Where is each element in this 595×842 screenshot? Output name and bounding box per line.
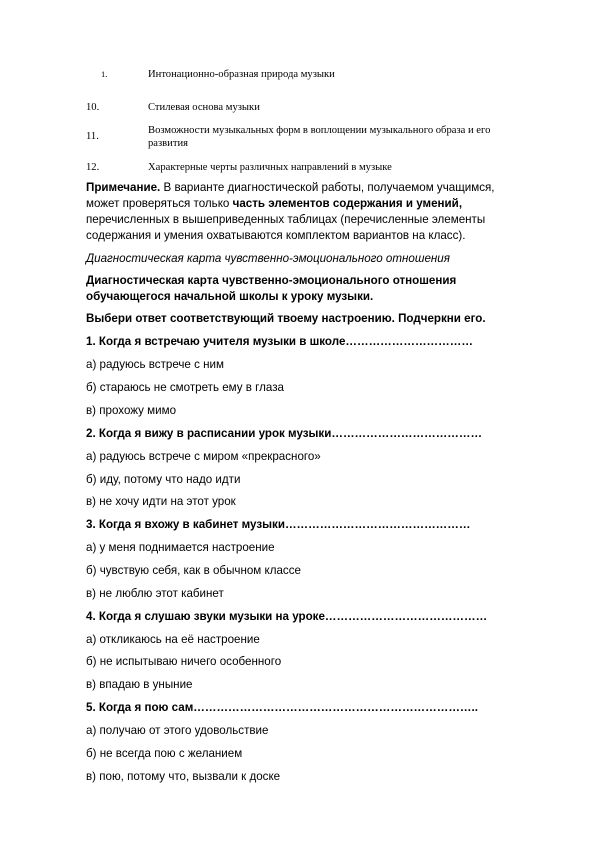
question-2: 2. Когда я вижу в расписании урок музыки………………………………… bbox=[86, 427, 483, 440]
note-text-2: перечисленных в вышеприведенных таблицах (перечисленные элементы содержания и умения охватываются комплектом вариантов на класс). bbox=[86, 213, 486, 242]
answer-3a: а) у меня поднимается настроение bbox=[86, 541, 275, 554]
answer-3c: в) не люблю этот кабинет bbox=[86, 587, 224, 600]
answer-1b: б) стараюсь не смотреть ему в глаза bbox=[86, 381, 284, 394]
instruction: Выбери ответ соответствующий твоему настроению. Подчеркни его. bbox=[86, 312, 486, 325]
row-number: 11. bbox=[86, 131, 99, 142]
answer-5a: а) получаю от этого удовольствие bbox=[86, 724, 269, 737]
note-bold-text: часть элементов содержания и умений, bbox=[232, 197, 463, 210]
answer-4c: в) впадаю в уныние bbox=[86, 678, 193, 691]
row-text: Возможности музыкальных форм в воплощении музыкального образа и его развития bbox=[148, 125, 491, 149]
answer-4b: б) не испытываю ничего особенного bbox=[86, 655, 282, 668]
answer-1a: а) радуюсь встрече с ним bbox=[86, 358, 224, 371]
row-number: 10. bbox=[86, 102, 100, 113]
row-text: Стилевая основа музыки bbox=[148, 102, 260, 113]
question-4: 4. Когда я слушаю звуки музыки на уроке…………………………………… bbox=[86, 610, 488, 623]
question-1: 1. Когда я встречаю учителя музыки в школе…………………………… bbox=[86, 335, 473, 348]
note-text-1: В варианте диагностической работы, получаемом учащимся, может проверяться только bbox=[86, 181, 495, 210]
answer-2a: а) радуюсь встрече с миром «прекрасного» bbox=[86, 450, 321, 463]
row-text: Интонационно-образная природа музыки bbox=[148, 69, 335, 80]
subtitle: Диагностическая карта чувственно-эмоционального отношения bbox=[86, 252, 450, 265]
row-number: 12. bbox=[86, 162, 100, 173]
answer-1c: в) прохожу мимо bbox=[86, 404, 177, 417]
answer-2b: б) иду, потому что надо идти bbox=[86, 473, 241, 486]
question-5: 5. Когда я пою сам……………………………………………………………….. bbox=[86, 701, 478, 714]
answer-3b: б) чувствую себя, как в обычном классе bbox=[86, 564, 301, 577]
row-text: Характерные черты различных направлений в музыке bbox=[148, 162, 392, 173]
answer-5c: в) пою, потому что, вызвали к доске bbox=[86, 770, 281, 783]
heading: Диагностическая карта чувственно-эмоционального отношения обучающегося начальной школы к уроку музыки. bbox=[86, 274, 457, 303]
note-paragraph bbox=[86, 180, 516, 244]
answer-2c: в) не хочу идти на этот урок bbox=[86, 495, 236, 508]
question-3: 3. Когда я вхожу в кабинет музыки………………………………………… bbox=[86, 518, 471, 531]
note-label: Примечание. bbox=[86, 181, 161, 194]
answer-4a: а) откликаюсь на её настроение bbox=[86, 633, 260, 646]
row-number: 1. bbox=[101, 69, 108, 79]
answer-5b: б) не всегда пою с желанием bbox=[86, 747, 243, 760]
